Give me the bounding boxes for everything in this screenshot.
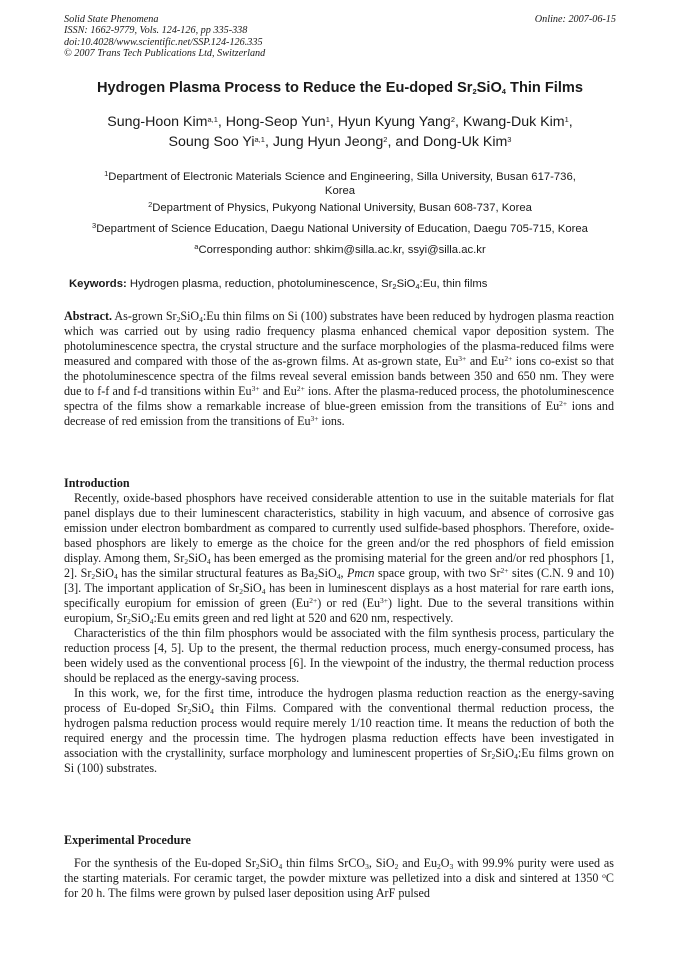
paper-title: Hydrogen Plasma Process to Reduce the Eu-doped $Sr_2SiO_4$ Thin Films xyxy=(97,80,583,96)
experimental-body xyxy=(64,856,614,901)
author: Kwang-Duk Kim xyxy=(462,114,565,130)
author: Soung Soo Yi xyxy=(168,134,255,150)
author: Hyun Kyung Yang xyxy=(337,114,451,130)
corresponding-author: $^a$Corresponding author: shkim@silla.ac.kr, ssyi@silla.ac.kr xyxy=(194,242,486,256)
journal-name: Solid State Phenomena xyxy=(64,14,159,25)
author-list: Sung-Hoon Kim$^{a,1}$, Hong-Seop Yun$^1$, Hyun Kyung Yang$^2$, Kwang-Duk Kim$^1$, Soung Soo Yi$^{a,1}$, Jung Hyun Jeong$^2$, and Dong-Uk Kim$^3$ xyxy=(107,114,573,150)
doi: doi:10.4028/www.scientific.net/SSP.124-126.335 xyxy=(64,36,263,48)
author: Dong-Uk Kim xyxy=(422,134,508,150)
affiliation-1: $^1$Department of Electronic Materials Science and Engineering, Silla University, Busan 617-736, Korea xyxy=(104,169,576,197)
paragraph: For the synthesis of the Eu-doped $Sr_2SiO_4$ thin films SrCO$_3$, SiO$_2$ and $Eu_2O_3$ with 99.9% purity were used as the starting materials. For ceramic target, the powder mixture was pelletized into a disk and sintered at 1350 $^o$C for 20 h. The films were grown by pulsed laser deposition using ArF pulsed xyxy=(64,856,614,900)
affiliation-3: $^3$Department of Science Education, Daegu National University of Education, Daegu 705-715, Korea xyxy=(92,221,588,235)
online-date: Online: 2007-06-15 xyxy=(534,14,616,25)
author: Jung Hyun Jeong xyxy=(272,134,384,150)
paragraph: Recently, oxide-based phosphors have received considerable attention to use in the suitable materials for flat panel displays due to their luminescent characteristics, stability in high vacuum, and absence of corrosive gas emission under electron bombardment as compared to currently used sulfide-based phosphors. Therefore, oxide-based phosphors are likely to emerge as the choice for the green and/or the red phosphors of field emission display. Among them, $Sr_2SiO_4$ has been emerged as the promising material for the green and/or red phosphors [1, 2]. $Sr_2SiO_4$ has the similar structural features as $Ba_2SiO_4$, Pmcn space group, with two $Sr^{2+}$ sites (C.N. 9 and 10) [3]. The important application of $Sr_2SiO_4$ has been in luminescent displays as a host material for rare earth ions, specifically europium for emission of green $(Eu^{2+})$ or red $(Eu^{3+})$ light. Due to the several transitions within europium, $Sr_2SiO_4:Eu$ emits green and red light at 520 and 620 nm, respectively. xyxy=(64,491,615,626)
affiliation-2: $^2$Department of Physics, Pukyong National University, Busan 608-737, Korea xyxy=(148,200,532,214)
author: Sung-Hoon Kim xyxy=(107,114,208,130)
abstract: Abstract. As-grown $Sr_2SiO_4:Eu$ thin films on Si (100) substrates have been reduced by hydrogen plasma reaction which was carried out by using radio frequency plasma enhanced chemical vapor deposition system. The photoluminescence spectra, the crystal structure and the surface morphologies of the plasma-reduced films were measured and compared with those of the as-grown films. At as-grown state, $Eu^{3+}$ and $Eu^{2+}$ ions co-exist so that the photoluminescence spectra of the films reveal several emission bands between 350 and 650 nm. They were due to f-f and f-d transitions within $Eu^{3+}$ and $Eu^{2+}$ ions. After the plasma-reduced process, the photoluminescence spectra of the films show a remarkable increase of blue-green emission from the transitions of $Eu^{2+}$ ions and decrease of red emission from the transitions of $Eu^{3+}$ ions. xyxy=(64,309,615,428)
copyright: © 2007 Trans Tech Publications Ltd, Switzerland xyxy=(64,48,266,60)
paragraph: Characteristics of the thin film phosphors would be associated with the film synthesis process, particulary the reduction process [4, 5]. Up to the present, the thermal reduction process, much energy-consumed process, has been widely used as the conventional process [6]. In the viewpoint of the industry, the thermal reduction process should be replaced as the energy-saving process. xyxy=(64,626,614,685)
author: Hong-Seop Yun xyxy=(225,114,326,130)
issn: ISSN: 1662-9779, Vols. 124-126, pp 335-338 xyxy=(64,25,248,37)
section-heading-experimental: Experimental Procedure xyxy=(64,833,191,847)
introduction-body xyxy=(64,491,614,776)
journal-header xyxy=(64,14,616,60)
section-heading-introduction: Introduction xyxy=(64,476,130,490)
paragraph: In this work, we, for the first time, introduce the hydrogen plasma reduction reaction as the energy-saving process of Eu-doped $Sr_2SiO_4$ thin Films. Compared with the conventional thermal reduction process, the hydrogen palsma reduction process would require merely 1/10 reaction time. It means the reduction of both the required energy and the processin time. The hydrogen plasma reduction effects have been investigated in association with the crystallinity, surface morphology and luminescent properties of $Sr_2SiO_4:Eu$ films grown on Si (100) substrates. xyxy=(64,686,614,775)
keywords: Keywords: Hydrogen plasma, reduction, photoluminescence, $Sr_2SiO_4:Eu$, thin films xyxy=(69,278,488,291)
